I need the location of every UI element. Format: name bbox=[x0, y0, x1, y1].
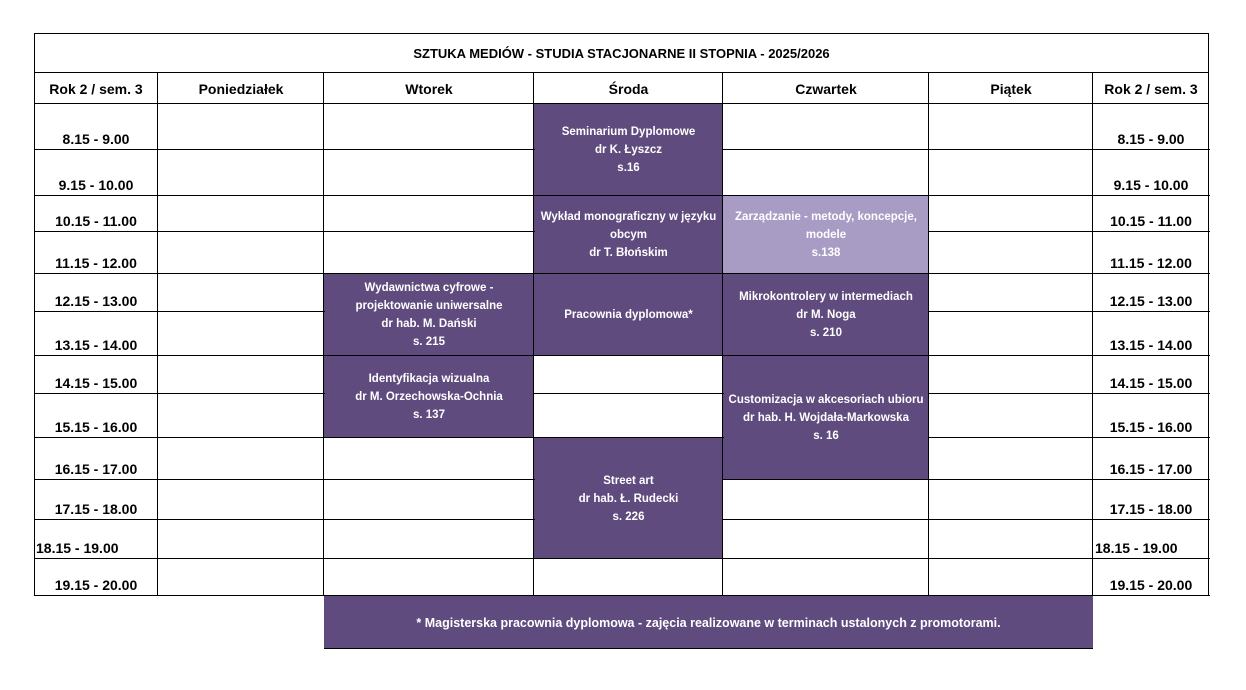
class-line: dr M. Orzechowska-Ochnia bbox=[355, 391, 503, 403]
row-divider bbox=[158, 195, 325, 196]
row-divider bbox=[534, 558, 724, 559]
row-divider bbox=[1093, 393, 1210, 394]
row-divider bbox=[324, 479, 535, 480]
row-divider bbox=[723, 149, 930, 150]
row-divider bbox=[534, 195, 724, 196]
row-divider bbox=[929, 195, 1094, 196]
class-line: s. 16 bbox=[813, 430, 839, 442]
row-divider bbox=[158, 149, 325, 150]
title-divider bbox=[34, 72, 1209, 73]
row-divider bbox=[34, 558, 159, 559]
row-divider bbox=[158, 355, 325, 356]
class-block[interactable] bbox=[324, 356, 534, 438]
table-left-border bbox=[34, 33, 35, 596]
row-divider bbox=[324, 195, 535, 196]
row-divider bbox=[929, 479, 1094, 480]
class-line: dr hab. H. Wojdała-Markowska bbox=[743, 412, 909, 424]
row-divider bbox=[1093, 558, 1210, 559]
row-divider bbox=[723, 519, 930, 520]
class-block[interactable] bbox=[723, 356, 929, 480]
footnote-bottom-border bbox=[324, 648, 1093, 649]
time-slot-right: 8.15 - 9.00 bbox=[1117, 131, 1185, 147]
class-line: Street art bbox=[603, 474, 654, 487]
class-block[interactable] bbox=[534, 274, 723, 356]
row-divider bbox=[324, 273, 535, 274]
row-divider bbox=[1093, 273, 1210, 274]
class-line: Pracownia dyplomowa* bbox=[564, 309, 693, 321]
row-divider bbox=[929, 558, 1094, 559]
column-divider bbox=[928, 73, 929, 596]
row-divider bbox=[158, 231, 325, 232]
time-slot-right: 18.15 - 19.00 bbox=[1095, 540, 1178, 556]
class-line: modele bbox=[805, 229, 847, 241]
class-block[interactable] bbox=[723, 196, 929, 274]
class-line: dr M. Noga bbox=[796, 309, 856, 321]
row-divider bbox=[723, 479, 930, 480]
class-line: dr hab. M. Dański bbox=[381, 318, 477, 330]
page-title: SZTUKA MEDIÓW - STUDIA STACJONARNE II STOPNIA - 2025/2026 bbox=[413, 45, 830, 61]
row-divider bbox=[1093, 231, 1210, 232]
time-slot-left: 15.15 - 16.00 bbox=[54, 419, 138, 435]
row-divider bbox=[158, 558, 325, 559]
row-divider bbox=[34, 479, 159, 480]
class-block[interactable] bbox=[723, 274, 929, 356]
class-line: obcym bbox=[609, 229, 648, 241]
column-divider bbox=[323, 73, 324, 596]
row-divider bbox=[34, 393, 159, 394]
row-divider bbox=[324, 355, 535, 356]
row-divider bbox=[158, 595, 325, 596]
row-divider bbox=[324, 558, 535, 559]
table-right-border bbox=[1208, 33, 1209, 596]
row-divider bbox=[534, 393, 724, 394]
time-slot-left: 17.15 - 18.00 bbox=[54, 501, 138, 517]
row-divider bbox=[1093, 311, 1210, 312]
table-top-border bbox=[34, 33, 1209, 34]
row-divider bbox=[534, 355, 724, 356]
class-line: s. 226 bbox=[612, 510, 645, 523]
class-block[interactable] bbox=[534, 438, 723, 559]
class-line: Mikrokontrolery w intermediach bbox=[739, 291, 913, 303]
time-slot-left: 9.15 - 10.00 bbox=[58, 177, 134, 193]
class-line: dr T. Błońskim bbox=[589, 247, 668, 259]
footnote-banner: * Magisterska pracownia dyplomowa - zajęcia realizowane w terminach ustalonych z promotorami. bbox=[324, 596, 1093, 649]
row-divider bbox=[929, 519, 1094, 520]
column-divider bbox=[533, 73, 534, 596]
time-slot-right: 15.15 - 16.00 bbox=[1109, 419, 1193, 435]
class-line: s. 210 bbox=[810, 327, 842, 339]
row-divider bbox=[324, 149, 535, 150]
time-slot-right: 14.15 - 15.00 bbox=[1109, 375, 1193, 391]
time-slot-left: 16.15 - 17.00 bbox=[54, 461, 138, 477]
class-line: s. 137 bbox=[413, 409, 445, 421]
row-divider bbox=[158, 479, 325, 480]
row-divider bbox=[929, 355, 1094, 356]
row-divider bbox=[34, 195, 159, 196]
row-divider bbox=[34, 519, 159, 520]
row-divider bbox=[723, 273, 930, 274]
row-divider bbox=[929, 149, 1094, 150]
class-line: projektowanie uniwersalne bbox=[355, 300, 503, 312]
header-left-label: Rok 2 / sem. 3 bbox=[49, 80, 143, 97]
row-divider bbox=[158, 393, 325, 394]
row-divider bbox=[723, 195, 930, 196]
day-header-4: Czwartek bbox=[795, 80, 857, 97]
time-slot-right: 10.15 - 11.00 bbox=[1110, 213, 1192, 229]
time-slot-left: 19.15 - 20.00 bbox=[54, 577, 138, 593]
row-divider bbox=[929, 231, 1094, 232]
row-divider bbox=[1093, 437, 1210, 438]
row-divider bbox=[158, 311, 325, 312]
time-slot-left: 12.15 - 13.00 bbox=[54, 293, 138, 309]
time-slot-right: 19.15 - 20.00 bbox=[1109, 577, 1193, 593]
time-slot-right: 17.15 - 18.00 bbox=[1109, 501, 1193, 517]
time-slot-right: 9.15 - 10.00 bbox=[1113, 177, 1189, 193]
header-divider bbox=[34, 103, 1209, 104]
class-line: Wydawnictwa cyfrowe - bbox=[364, 282, 494, 294]
class-block[interactable] bbox=[324, 274, 534, 356]
time-slot-left: 18.15 - 19.00 bbox=[36, 540, 119, 556]
row-divider bbox=[34, 273, 159, 274]
row-divider bbox=[1093, 195, 1210, 196]
row-divider bbox=[158, 437, 325, 438]
header-right-label: Rok 2 / sem. 3 bbox=[1104, 80, 1198, 97]
time-slot-left: 8.15 - 9.00 bbox=[62, 131, 130, 147]
column-divider bbox=[1092, 73, 1093, 596]
time-slot-right: 13.15 - 14.00 bbox=[1109, 337, 1193, 353]
class-block[interactable] bbox=[534, 104, 723, 196]
row-divider bbox=[34, 437, 159, 438]
day-header-5: Piątek bbox=[990, 80, 1032, 97]
row-divider bbox=[324, 437, 535, 438]
row-divider bbox=[1093, 479, 1210, 480]
class-line: Wykład monograficzny w języku bbox=[540, 211, 717, 223]
column-divider bbox=[722, 73, 723, 596]
time-slot-left: 14.15 - 15.00 bbox=[54, 375, 138, 391]
column-divider bbox=[157, 73, 158, 596]
day-header-1: Poniedziałek bbox=[198, 80, 284, 97]
row-divider bbox=[1093, 519, 1210, 520]
row-divider bbox=[34, 231, 159, 232]
row-divider bbox=[34, 311, 159, 312]
row-divider bbox=[929, 437, 1094, 438]
row-divider bbox=[324, 231, 535, 232]
class-line: Identyfikacja wizualna bbox=[368, 373, 490, 385]
class-line: Seminarium Dyplomowe bbox=[561, 126, 696, 138]
class-line: s. 215 bbox=[413, 336, 445, 348]
class-line: s.138 bbox=[811, 247, 841, 259]
row-divider bbox=[723, 355, 930, 356]
row-divider bbox=[34, 595, 159, 596]
row-divider bbox=[1093, 595, 1210, 596]
row-divider bbox=[158, 273, 325, 274]
row-divider bbox=[34, 149, 159, 150]
row-divider bbox=[929, 311, 1094, 312]
time-slot-right: 16.15 - 17.00 bbox=[1109, 461, 1193, 477]
row-divider bbox=[723, 558, 930, 559]
time-slot-left: 10.15 - 11.00 bbox=[55, 213, 137, 229]
row-divider bbox=[1093, 149, 1210, 150]
row-divider bbox=[1093, 355, 1210, 356]
class-block[interactable] bbox=[534, 196, 723, 274]
class-line: Customizacja w akcesoriach ubioru bbox=[728, 394, 924, 406]
class-line: s.16 bbox=[617, 162, 640, 174]
time-slot-left: 13.15 - 14.00 bbox=[54, 337, 138, 353]
class-line: dr hab. Ł. Rudecki bbox=[578, 492, 679, 505]
day-header-3: Środa bbox=[608, 80, 649, 97]
row-divider bbox=[34, 355, 159, 356]
class-line: Zarządzanie - metody, koncepcje, bbox=[735, 211, 917, 223]
time-slot-left: 11.15 - 12.00 bbox=[55, 255, 137, 271]
day-header-2: Wtorek bbox=[405, 80, 453, 97]
row-divider bbox=[324, 519, 535, 520]
time-slot-right: 11.15 - 12.00 bbox=[1110, 255, 1192, 271]
row-divider bbox=[534, 437, 724, 438]
row-divider bbox=[158, 519, 325, 520]
time-slot-right: 12.15 - 13.00 bbox=[1109, 293, 1193, 309]
row-divider bbox=[534, 273, 724, 274]
row-divider bbox=[929, 393, 1094, 394]
row-divider bbox=[929, 273, 1094, 274]
class-line: dr K. Łyszcz bbox=[594, 144, 663, 156]
